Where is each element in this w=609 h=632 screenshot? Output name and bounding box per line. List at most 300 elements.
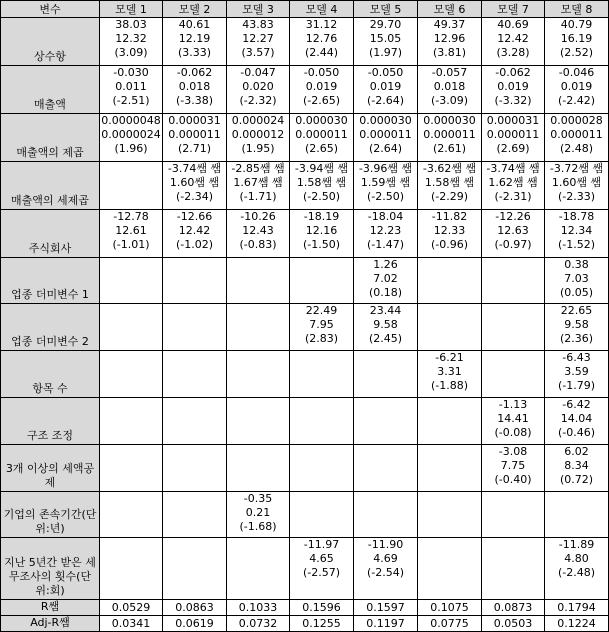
- cell-value: (-2.57): [302, 566, 341, 579]
- cell-value: -6.43: [562, 351, 591, 364]
- table-cell: [545, 114, 609, 162]
- header-model-6: 모델 6: [418, 1, 482, 18]
- cell-value: 0.0341: [111, 616, 151, 630]
- table-cell: [418, 492, 482, 538]
- cell-value: 0.0873: [493, 600, 533, 614]
- cell-value: (-2.50): [302, 190, 341, 203]
- cell-value: 0.019: [497, 80, 529, 93]
- table-cell: [418, 445, 482, 492]
- cell-value: -0.046: [558, 66, 595, 79]
- cell-value: (-2.42): [557, 94, 596, 107]
- cell-value: -11.89: [558, 538, 595, 551]
- cell-value: -0.050: [303, 66, 340, 79]
- table-row: [1, 210, 609, 258]
- row-label: 항목 수: [1, 351, 100, 398]
- table-cell: [354, 600, 418, 616]
- cell-value: 4.69: [373, 552, 398, 565]
- row-label: 주식회사: [1, 210, 100, 258]
- table-cell: [100, 210, 163, 258]
- header-model-8: 모델 8: [545, 1, 609, 18]
- table-cell: [418, 616, 482, 632]
- table-cell: [163, 616, 227, 632]
- cell-value: 0.000030: [295, 114, 348, 127]
- cell-value: (-1.68): [239, 520, 277, 533]
- cell-value: 0.000011: [486, 128, 540, 141]
- cell-value: 0.1794: [557, 600, 596, 614]
- table-cell: [227, 616, 290, 632]
- cell-value: (-2.29): [430, 190, 469, 203]
- table-cell: [354, 210, 418, 258]
- cell-value: (3.09): [114, 46, 148, 59]
- cell-value: (1.97): [368, 46, 403, 59]
- cell-value: -0.050: [367, 66, 404, 79]
- table-body: [1, 18, 609, 632]
- table-cell: [100, 445, 163, 492]
- cell-value: (2.48): [559, 142, 594, 155]
- table-cell: [482, 351, 545, 398]
- header-row: [1, 1, 609, 18]
- cell-value: 4.65: [309, 552, 334, 565]
- cell-value: 14.41: [497, 412, 529, 425]
- table-cell: [545, 258, 609, 304]
- table-cell: [290, 304, 354, 351]
- row-label: 매출액의 세제곱: [1, 162, 100, 210]
- table-cell: [545, 616, 609, 632]
- table-row: [1, 492, 609, 538]
- table-cell: [482, 538, 545, 600]
- cell-value: 16.19: [560, 32, 593, 45]
- row-label: 상수항: [1, 18, 100, 66]
- table-row: [1, 538, 609, 600]
- cell-value: 0.000011: [168, 128, 221, 141]
- cell-value: -10.26: [240, 210, 276, 223]
- table-cell: [163, 162, 227, 210]
- table-cell: [482, 445, 545, 492]
- cell-value: 12.42: [497, 32, 529, 45]
- table-cell: [163, 18, 227, 66]
- table-cell: [227, 162, 290, 210]
- cell-value: 0.000011: [359, 128, 412, 141]
- cell-value: 6.02: [564, 445, 589, 458]
- table-cell: [290, 492, 354, 538]
- header-model-5: 모델 5: [354, 1, 418, 18]
- table-cell: [354, 616, 418, 632]
- table-cell: [163, 114, 227, 162]
- table-cell: [100, 600, 163, 616]
- cell-value: (-2.54): [366, 566, 405, 579]
- cell-value: 0.1197: [366, 616, 405, 630]
- cell-value: (-2.51): [112, 94, 150, 107]
- table-cell: [100, 162, 163, 210]
- cell-value: (-1.71): [239, 190, 277, 203]
- table-cell: [354, 66, 418, 114]
- cell-value: -12.78: [113, 210, 149, 223]
- table-cell: [163, 600, 227, 616]
- cell-value: 0.0529: [111, 600, 151, 614]
- cell-value: (-1.52): [557, 238, 596, 251]
- cell-value: 0.1255: [302, 616, 341, 630]
- cell-value: 0.1075: [430, 600, 469, 614]
- table-row: [1, 114, 609, 162]
- table-cell: [545, 445, 609, 492]
- cell-value: 0.000011: [423, 128, 476, 141]
- table-cell: [163, 538, 227, 600]
- cell-value: (2.71): [177, 142, 212, 155]
- cell-value: 0.000024: [231, 114, 285, 127]
- cell-value: 7.03: [564, 272, 589, 285]
- cell-value: (-2.65): [302, 94, 341, 107]
- table-cell: [290, 66, 354, 114]
- cell-value: (2.83): [304, 332, 339, 345]
- cell-value: -0.062: [495, 66, 531, 79]
- cell-value: (-3.09): [430, 94, 469, 107]
- table-cell: [418, 66, 482, 114]
- cell-value: 0.000011: [550, 128, 603, 141]
- table-cell: [290, 600, 354, 616]
- cell-value: -0.35: [243, 492, 273, 505]
- cell-value: 0.1224: [557, 616, 596, 630]
- row-label: 매출액: [1, 66, 100, 114]
- table-cell: [482, 114, 545, 162]
- table-cell: [100, 66, 163, 114]
- cell-value: 0.0619: [175, 616, 214, 630]
- cell-value: 1.60쌤 쌤: [169, 176, 220, 189]
- row-label: 지난 5년간 받은 세무조사의 횟수(단위:회): [1, 538, 100, 600]
- cell-value: (-2.32): [239, 94, 277, 107]
- cell-value: 0.38: [564, 258, 589, 271]
- cell-value: 7.95: [309, 318, 334, 331]
- cell-value: -3.08: [498, 445, 528, 458]
- table-cell: [100, 18, 163, 66]
- cell-value: 12.19: [178, 32, 211, 45]
- cell-value: 1.58쌤 쌤: [424, 176, 475, 189]
- table-cell: [290, 445, 354, 492]
- table-cell: [290, 616, 354, 632]
- cell-value: 0.1596: [302, 600, 341, 614]
- table-cell: [227, 600, 290, 616]
- table-cell: [227, 398, 290, 445]
- table-cell: [482, 600, 545, 616]
- cell-value: 7.75: [500, 459, 526, 472]
- cell-value: -0.047: [240, 66, 276, 79]
- cell-value: 40.69: [497, 18, 529, 31]
- cell-value: -11.90: [367, 538, 404, 551]
- table-cell: [418, 398, 482, 445]
- cell-value: 0.000028: [550, 114, 603, 127]
- cell-value: 3.31: [437, 365, 462, 378]
- cell-value: 15.05: [369, 32, 402, 45]
- cell-value: 0.0000048: [101, 114, 161, 127]
- row-label: Adj-R쌤: [1, 616, 100, 632]
- table-cell: [227, 304, 290, 351]
- table-cell: [482, 258, 545, 304]
- table-cell: [545, 18, 609, 66]
- table-cell: [100, 304, 163, 351]
- table-cell: [418, 351, 482, 398]
- table-cell: [100, 258, 163, 304]
- table-cell: [354, 258, 418, 304]
- header-model-4: 모델 4: [290, 1, 354, 18]
- cell-value: -0.057: [431, 66, 468, 79]
- table-cell: [482, 398, 545, 445]
- cell-value: 0.0503: [493, 616, 533, 630]
- table-cell: [227, 210, 290, 258]
- cell-value: (2.52): [559, 46, 594, 59]
- table-cell: [100, 351, 163, 398]
- table-cell: [163, 304, 227, 351]
- cell-value: -12.26: [495, 210, 531, 223]
- cell-value: 1.67쌤 쌤: [233, 176, 283, 189]
- cell-value: -3.74쌤 쌤: [167, 162, 222, 175]
- cell-value: (-3.38): [175, 94, 214, 107]
- table-cell: [545, 66, 609, 114]
- cell-value: -12.66: [176, 210, 213, 223]
- cell-value: 38.03: [115, 18, 147, 31]
- cell-value: 43.83: [242, 18, 274, 31]
- table-cell: [482, 210, 545, 258]
- table-cell: [418, 114, 482, 162]
- table-cell: [100, 398, 163, 445]
- cell-value: 0.1033: [238, 600, 278, 614]
- table-cell: [354, 398, 418, 445]
- cell-value: 23.44: [369, 304, 402, 317]
- table-cell: [227, 114, 290, 162]
- cell-value: -3.96쌤 쌤: [358, 162, 413, 175]
- table-cell: [227, 66, 290, 114]
- cell-value: 4.80: [564, 552, 589, 565]
- table-cell: [418, 18, 482, 66]
- table-cell: [163, 351, 227, 398]
- cell-value: (2.45): [368, 332, 403, 345]
- table-row: [1, 351, 609, 398]
- table-cell: [227, 492, 290, 538]
- cell-value: 3.59: [564, 365, 589, 378]
- cell-value: -3.62쌤 쌤: [422, 162, 477, 175]
- table-cell: [163, 398, 227, 445]
- table-cell: [418, 600, 482, 616]
- cell-value: 0.020: [242, 80, 274, 93]
- table-cell: [482, 304, 545, 351]
- table-cell: [482, 66, 545, 114]
- table-cell: [482, 162, 545, 210]
- row-label: 업종 더미변수 1: [1, 258, 100, 304]
- cell-value: -6.21: [435, 351, 464, 364]
- row-label: 기업의 존속기간(단위:년): [1, 492, 100, 538]
- table-cell: [100, 492, 163, 538]
- cell-value: (-0.46): [557, 426, 596, 439]
- table-cell: [100, 616, 163, 632]
- cell-value: -0.030: [113, 66, 149, 79]
- cell-value: (-1.79): [557, 379, 596, 392]
- table-row: [1, 445, 609, 492]
- cell-value: 12.63: [497, 224, 529, 237]
- table-row: [1, 258, 609, 304]
- cell-value: (2.65): [304, 142, 339, 155]
- table-cell: [354, 162, 418, 210]
- table-cell: [545, 398, 609, 445]
- table-cell: [354, 18, 418, 66]
- cell-value: (-2.31): [494, 190, 532, 203]
- header-model-2: 모델 2: [163, 1, 227, 18]
- table-cell: [482, 616, 545, 632]
- cell-value: 7.02: [373, 272, 398, 285]
- table-row: [1, 616, 609, 632]
- cell-value: 0.000012: [231, 128, 285, 141]
- table-cell: [163, 258, 227, 304]
- cell-value: 22.65: [560, 304, 593, 317]
- table-cell: [163, 66, 227, 114]
- cell-value: (-3.32): [494, 94, 532, 107]
- cell-value: 0.1597: [366, 600, 405, 614]
- cell-value: 12.42: [178, 224, 211, 237]
- cell-value: 0.019: [560, 80, 593, 93]
- table-cell: [290, 210, 354, 258]
- cell-value: (2.36): [559, 332, 594, 345]
- table-cell: [163, 492, 227, 538]
- cell-value: 1.59쌤 쌤: [360, 176, 411, 189]
- table-cell: [418, 304, 482, 351]
- table-cell: [290, 18, 354, 66]
- row-label: 구조 조정: [1, 398, 100, 445]
- cell-value: 40.61: [178, 18, 211, 31]
- cell-value: -18.04: [367, 210, 404, 223]
- cell-value: 0.019: [305, 80, 338, 93]
- cell-value: 12.27: [242, 32, 274, 45]
- table-row: [1, 304, 609, 351]
- table-cell: [290, 258, 354, 304]
- cell-value: 0.000011: [295, 128, 348, 141]
- table-cell: [100, 114, 163, 162]
- cell-value: (2.61): [432, 142, 467, 155]
- cell-value: -3.94쌤 쌤: [294, 162, 349, 175]
- table-cell: [482, 492, 545, 538]
- table-cell: [163, 210, 227, 258]
- cell-value: 0.018: [178, 80, 211, 93]
- row-label: 매출액의 제곱: [1, 114, 100, 162]
- table-cell: [545, 492, 609, 538]
- cell-value: (-2.34): [175, 190, 214, 203]
- cell-value: (-2.33): [557, 190, 596, 203]
- table-cell: [290, 351, 354, 398]
- cell-value: 1.26: [373, 258, 398, 271]
- table-row: [1, 66, 609, 114]
- cell-value: 31.12: [305, 18, 338, 31]
- cell-value: (3.57): [241, 46, 275, 59]
- cell-value: 0.019: [369, 80, 402, 93]
- cell-value: -18.78: [558, 210, 595, 223]
- table-row: [1, 18, 609, 66]
- table-cell: [545, 210, 609, 258]
- cell-value: 0.0775: [430, 616, 469, 630]
- cell-value: -3.74쌤 쌤: [486, 162, 540, 175]
- cell-value: 12.76: [305, 32, 338, 45]
- table-cell: [354, 304, 418, 351]
- table-cell: [354, 538, 418, 600]
- cell-value: -18.19: [303, 210, 340, 223]
- cell-value: 9.58: [373, 318, 398, 331]
- table-row: [1, 600, 609, 616]
- table-cell: [227, 18, 290, 66]
- cell-value: (2.69): [496, 142, 530, 155]
- table-cell: [354, 351, 418, 398]
- cell-value: 0.000030: [423, 114, 476, 127]
- cell-value: (-0.83): [239, 238, 277, 251]
- header-variable: 변수: [1, 1, 100, 18]
- cell-value: 22.49: [305, 304, 338, 317]
- cell-value: (0.72): [559, 473, 594, 486]
- cell-value: 49.37: [433, 18, 466, 31]
- table-cell: [418, 258, 482, 304]
- cell-value: -2.85쌤 쌤: [231, 162, 285, 175]
- cell-value: (-2.48): [557, 566, 596, 579]
- cell-value: 0.000031: [168, 114, 221, 127]
- table-cell: [290, 538, 354, 600]
- cell-value: (3.28): [496, 46, 530, 59]
- cell-value: (-0.40): [494, 473, 532, 486]
- table-cell: [545, 351, 609, 398]
- table-cell: [100, 538, 163, 600]
- cell-value: (1.96): [114, 142, 148, 155]
- table-cell: [545, 304, 609, 351]
- table-cell: [418, 538, 482, 600]
- table-cell: [290, 114, 354, 162]
- cell-value: -6.42: [562, 398, 591, 411]
- cell-value: 1.60쌤 쌤: [551, 176, 602, 189]
- cell-value: 12.61: [115, 224, 147, 237]
- cell-value: 12.43: [242, 224, 274, 237]
- table-cell: [354, 445, 418, 492]
- table-cell: [545, 162, 609, 210]
- cell-value: 40.79: [560, 18, 593, 31]
- cell-value: (-0.97): [494, 238, 532, 251]
- cell-value: 12.23: [369, 224, 402, 237]
- cell-value: (-0.08): [494, 426, 532, 439]
- table-cell: [545, 600, 609, 616]
- row-label: R쌤: [1, 600, 100, 616]
- cell-value: (3.33): [177, 46, 212, 59]
- table-cell: [227, 538, 290, 600]
- cell-value: (0.05): [559, 286, 594, 299]
- header-model-1: 모델 1: [100, 1, 163, 18]
- cell-value: (2.64): [368, 142, 403, 155]
- cell-value: -0.062: [176, 66, 213, 79]
- header-model-3: 모델 3: [227, 1, 290, 18]
- cell-value: 0.000030: [359, 114, 412, 127]
- cell-value: -1.13: [498, 398, 528, 411]
- cell-value: 14.04: [560, 412, 593, 425]
- table-cell: [354, 114, 418, 162]
- cell-value: 12.16: [305, 224, 338, 237]
- cell-value: 8.34: [564, 459, 589, 472]
- cell-value: 12.96: [433, 32, 466, 45]
- cell-value: (-1.88): [430, 379, 469, 392]
- cell-value: (-1.47): [366, 238, 405, 251]
- cell-value: 0.0863: [175, 600, 214, 614]
- table-cell: [482, 18, 545, 66]
- cell-value: 0.011: [115, 80, 147, 93]
- cell-value: 0.0000024: [101, 128, 161, 141]
- cell-value: -11.97: [303, 538, 340, 551]
- table-cell: [227, 445, 290, 492]
- cell-value: (1.95): [241, 142, 275, 155]
- cell-value: 0.21: [245, 506, 271, 519]
- cell-value: (-2.64): [366, 94, 405, 107]
- table-cell: [290, 162, 354, 210]
- cell-value: 12.33: [433, 224, 466, 237]
- table-cell: [418, 210, 482, 258]
- cell-value: 0.0732: [238, 616, 278, 630]
- cell-value: 9.58: [564, 318, 589, 331]
